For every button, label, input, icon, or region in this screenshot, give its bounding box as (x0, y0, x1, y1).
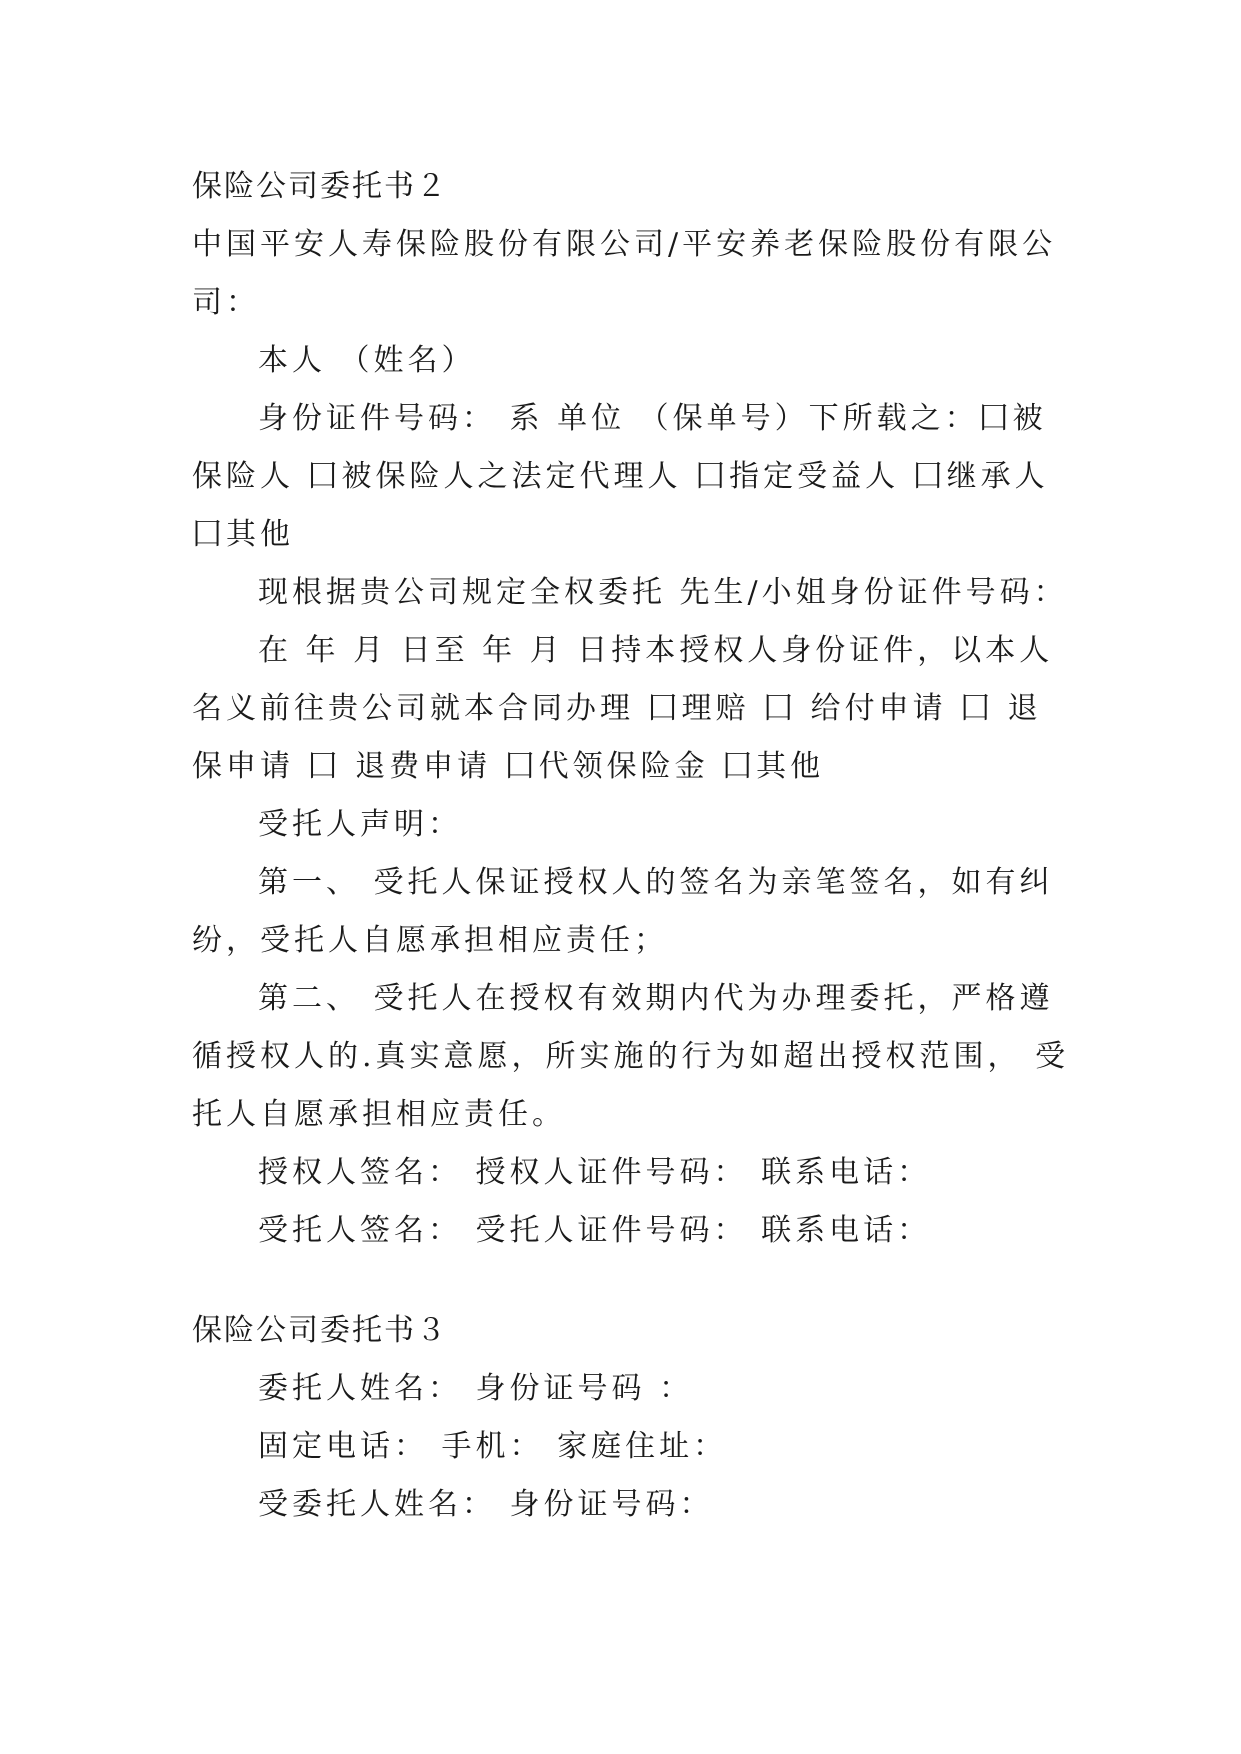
document-page (192, 158, 1070, 1534)
clause-1-line-1: 第一、 受托人保证授权人的签名为亲笔签名，如有纠 (258, 865, 1054, 900)
grantor-signature-line: 授权人签名： 授权人证件号码： 联系电话： (258, 1155, 932, 1190)
addressee-line-1: 中国平安人寿保险股份有限公司/平安养老保险股份有限公 (192, 227, 1057, 262)
addressee-line-2: 司： (192, 285, 260, 320)
authorization-line: 现根据贵公司规定全权委托 先生/小姐身份证件号码： (258, 575, 1068, 610)
clause-2-line-3: 托人自愿承担相应责任。 (192, 1097, 566, 1132)
trustee-declaration-heading: 受托人声明： (258, 807, 462, 842)
agent-name-line: 受委托人姓名： 身份证号码： (258, 1487, 714, 1522)
section2-title: 保险公司委托书２ (192, 169, 448, 204)
principal-name-line: 委托人姓名： 身份证号码 ： (258, 1371, 694, 1406)
validity-period-line: 在 年 月 日至 年 月 日持本授权人身份证件，以本人 (258, 633, 1054, 668)
contact-line: 固定电话： 手机： 家庭住址： (258, 1429, 728, 1464)
section-spacer (192, 1260, 1052, 1302)
trustee-signature-line: 受托人签名： 受托人证件号码： 联系电话： (258, 1213, 932, 1248)
service-options-line-2: 保申请 囗 退费申请 囗代领保险金 囗其他 (192, 749, 825, 784)
role-other-line: 囗其他 (192, 517, 294, 552)
service-options-line-1: 名义前往贵公司就本合同办理 囗理赔 囗 给付申请 囗 退 (192, 691, 1042, 726)
role-options-line: 保险人 囗被保险人之法定代理人 囗指定受益人 囗继承人 (192, 459, 1049, 494)
section3-title: 保险公司委托书３ (192, 1313, 448, 1348)
clause-2-line-1: 第二、 受托人在授权有效期内代为办理委托，严格遵 (258, 981, 1054, 1016)
id-number-line: 身份证件号码： 系 单位 （保单号）下所载之：囗被 (258, 401, 1047, 436)
clause-2-line-2: 循授权人的.真实意愿，所实施的行为如超出授权范围， 受 (192, 1039, 1070, 1074)
applicant-name-line: 本人 （姓名） (258, 343, 476, 378)
clause-1-line-2: 纷，受托人自愿承担相应责任； (192, 923, 668, 958)
